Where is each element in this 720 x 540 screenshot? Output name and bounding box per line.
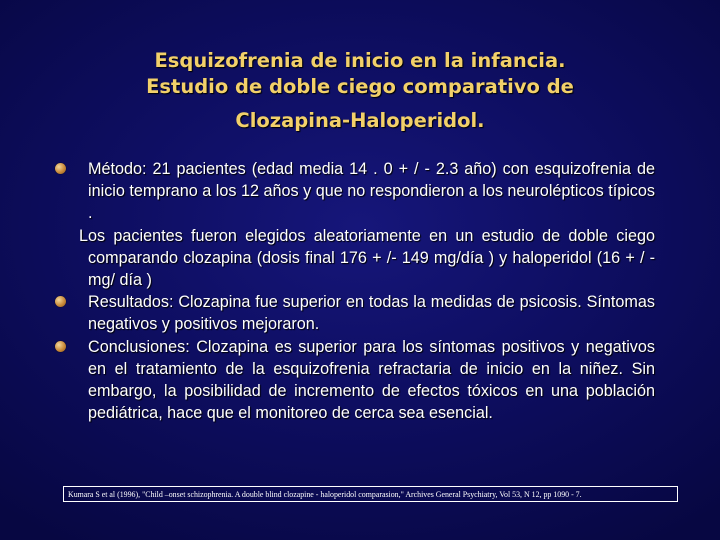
bullet-icon: [55, 341, 66, 352]
bullet-icon: [55, 296, 66, 307]
metodo-text: : 21 pacientes (edad media 14 . 0 + / - 2.3 año) con esquizofrenia de inicio temprano a los 12 años y que no respondieron a los neurolépticos típicos .: [88, 160, 655, 223]
pacientes-paragraph: [79, 225, 655, 292]
pacientes-text: Los pacientes fueron elegidos aleatoriamente en un estudio de doble ciego comparando clozapina (dosis final 176 + /- 149 mg/día ) y haloperidol (16 + / - mg/ día ): [79, 226, 655, 290]
conclusiones-text: : Clozapina es superior para los síntomas positivos y negativos en el tratamiento de la esquizofrenia refractaria de inicio en la niñez. Sin embargo, la posibilidad de incremento de efectos tóxicos en una población pediátrica, hace que el monitoreo de cerca sea esencial.: [88, 337, 655, 423]
resultados-text: : Clozapina fue superior en todas la medidas de psicosis. Síntomas negativos y positivos mejoraron.: [88, 293, 655, 334]
metodo-paragraph: [88, 158, 655, 225]
citation-text: Kumara S et al (1996), "Child –onset schizophrenia. A double blind clozapine - haloperidol comparasion," Archives General Psychiatry, Vol 53, N 12, pp 1090 - 7.: [68, 490, 582, 499]
metodo-label: Método: [88, 160, 142, 178]
slide-body: [79, 158, 655, 424]
resultados-label: Resultados: [88, 293, 169, 312]
title-line-3: Clozapina-Haloperidol.: [235, 109, 485, 132]
title-line-1: Esquizofrenia de inicio en la infancia.: [154, 49, 566, 72]
resultados-paragraph: [88, 291, 655, 335]
conclusiones-paragraph: [88, 336, 655, 425]
slide-title: [60, 48, 660, 134]
conclusiones-label: Conclusiones: [88, 337, 186, 356]
bullet-icon: [55, 163, 66, 174]
citation-box: [63, 486, 678, 502]
title-line-2: Estudio de doble ciego comparativo de: [146, 75, 574, 98]
